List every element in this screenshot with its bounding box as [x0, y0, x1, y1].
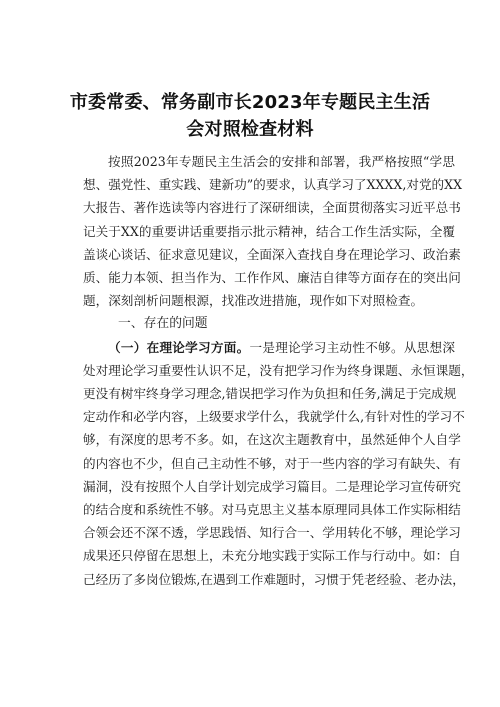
sub1-line-9: 合领会还不深不透，学思践悟、知行合一、学用转化不够，理论学习	[83, 525, 461, 541]
sub1-line-1-rest: 一是理论学习主动性不够。从思想深	[249, 339, 456, 355]
intro-line-5: 盖谈心谈话、征求意见建议，全面深入查找自身在理论学习、政治素	[83, 246, 461, 262]
sub1-line-6: 的内容也不少，但自己主动性不够，对于一些内容的学习有缺失、有	[83, 455, 461, 471]
sub1-heading: （一）在理论学习方面。	[108, 339, 250, 355]
document-title-line-1: 市委常委、常务副市长2023年专题民主生活	[69, 92, 431, 113]
sub1-line-4: 定动作和必学内容，上级要求学什么，我就学什么,有针对性的学习不	[83, 409, 465, 425]
sub1-line-5: 够，有深度的思考不多。如，在这次主题教育中，虽然延伸个人自学	[83, 432, 461, 448]
document-title-line-2: 会对照检查材料	[186, 119, 314, 140]
sub1-line-8: 的结合度和系统性不够。对马克思主义基本原理同具体工作实际相结	[83, 502, 461, 518]
sub1-line-7: 漏洞，没有按照个人自学计划完成学习篇目。二是理论学习宣传研究	[83, 478, 461, 494]
intro-line-3: 大报告、著作选读等内容进行了深研细读，全面贯彻落实习近平总书	[83, 200, 461, 216]
section-heading-problems: 一、存在的问题	[118, 316, 208, 332]
sub1-line-2: 处对理论学习重要性认识不足，没有把学习作为终身课题、永恒课题，	[83, 362, 474, 378]
intro-line-1: 按照2023年专题民主生活会的安排和部署，我严格按照“学思	[108, 154, 455, 169]
intro-line-2: 想、强党性、重实践、建新功”的要求，认真学习了XXXX,对党的XX	[83, 177, 463, 193]
document-body	[83, 150, 474, 591]
intro-line-7: 题，深刻剖析问题根源，找准改进措施，现作如下对照检查。	[83, 293, 424, 309]
intro-line-4: 记关于XX的重要讲话重要指示批示精神，结合工作生活实际，全覆	[83, 223, 455, 239]
intro-line-6: 质、能力本领、担当作为、工作作风、廉洁自律等方面存在的突出问	[83, 269, 461, 285]
sub1-line-3: 更没有树牢终身学习理念,错误把学习作为负担和任务,满足于完成规	[83, 386, 457, 402]
sub1-line-11: 己经历了多岗位锻炼,在遇到工作难题时，习惯于凭老经验、老办法，	[83, 571, 465, 587]
sub1-line-1	[83, 336, 455, 359]
sub1-line-10: 成果还只停留在思想上，未充分地实践于实际工作与行动中。如：自	[83, 548, 461, 564]
